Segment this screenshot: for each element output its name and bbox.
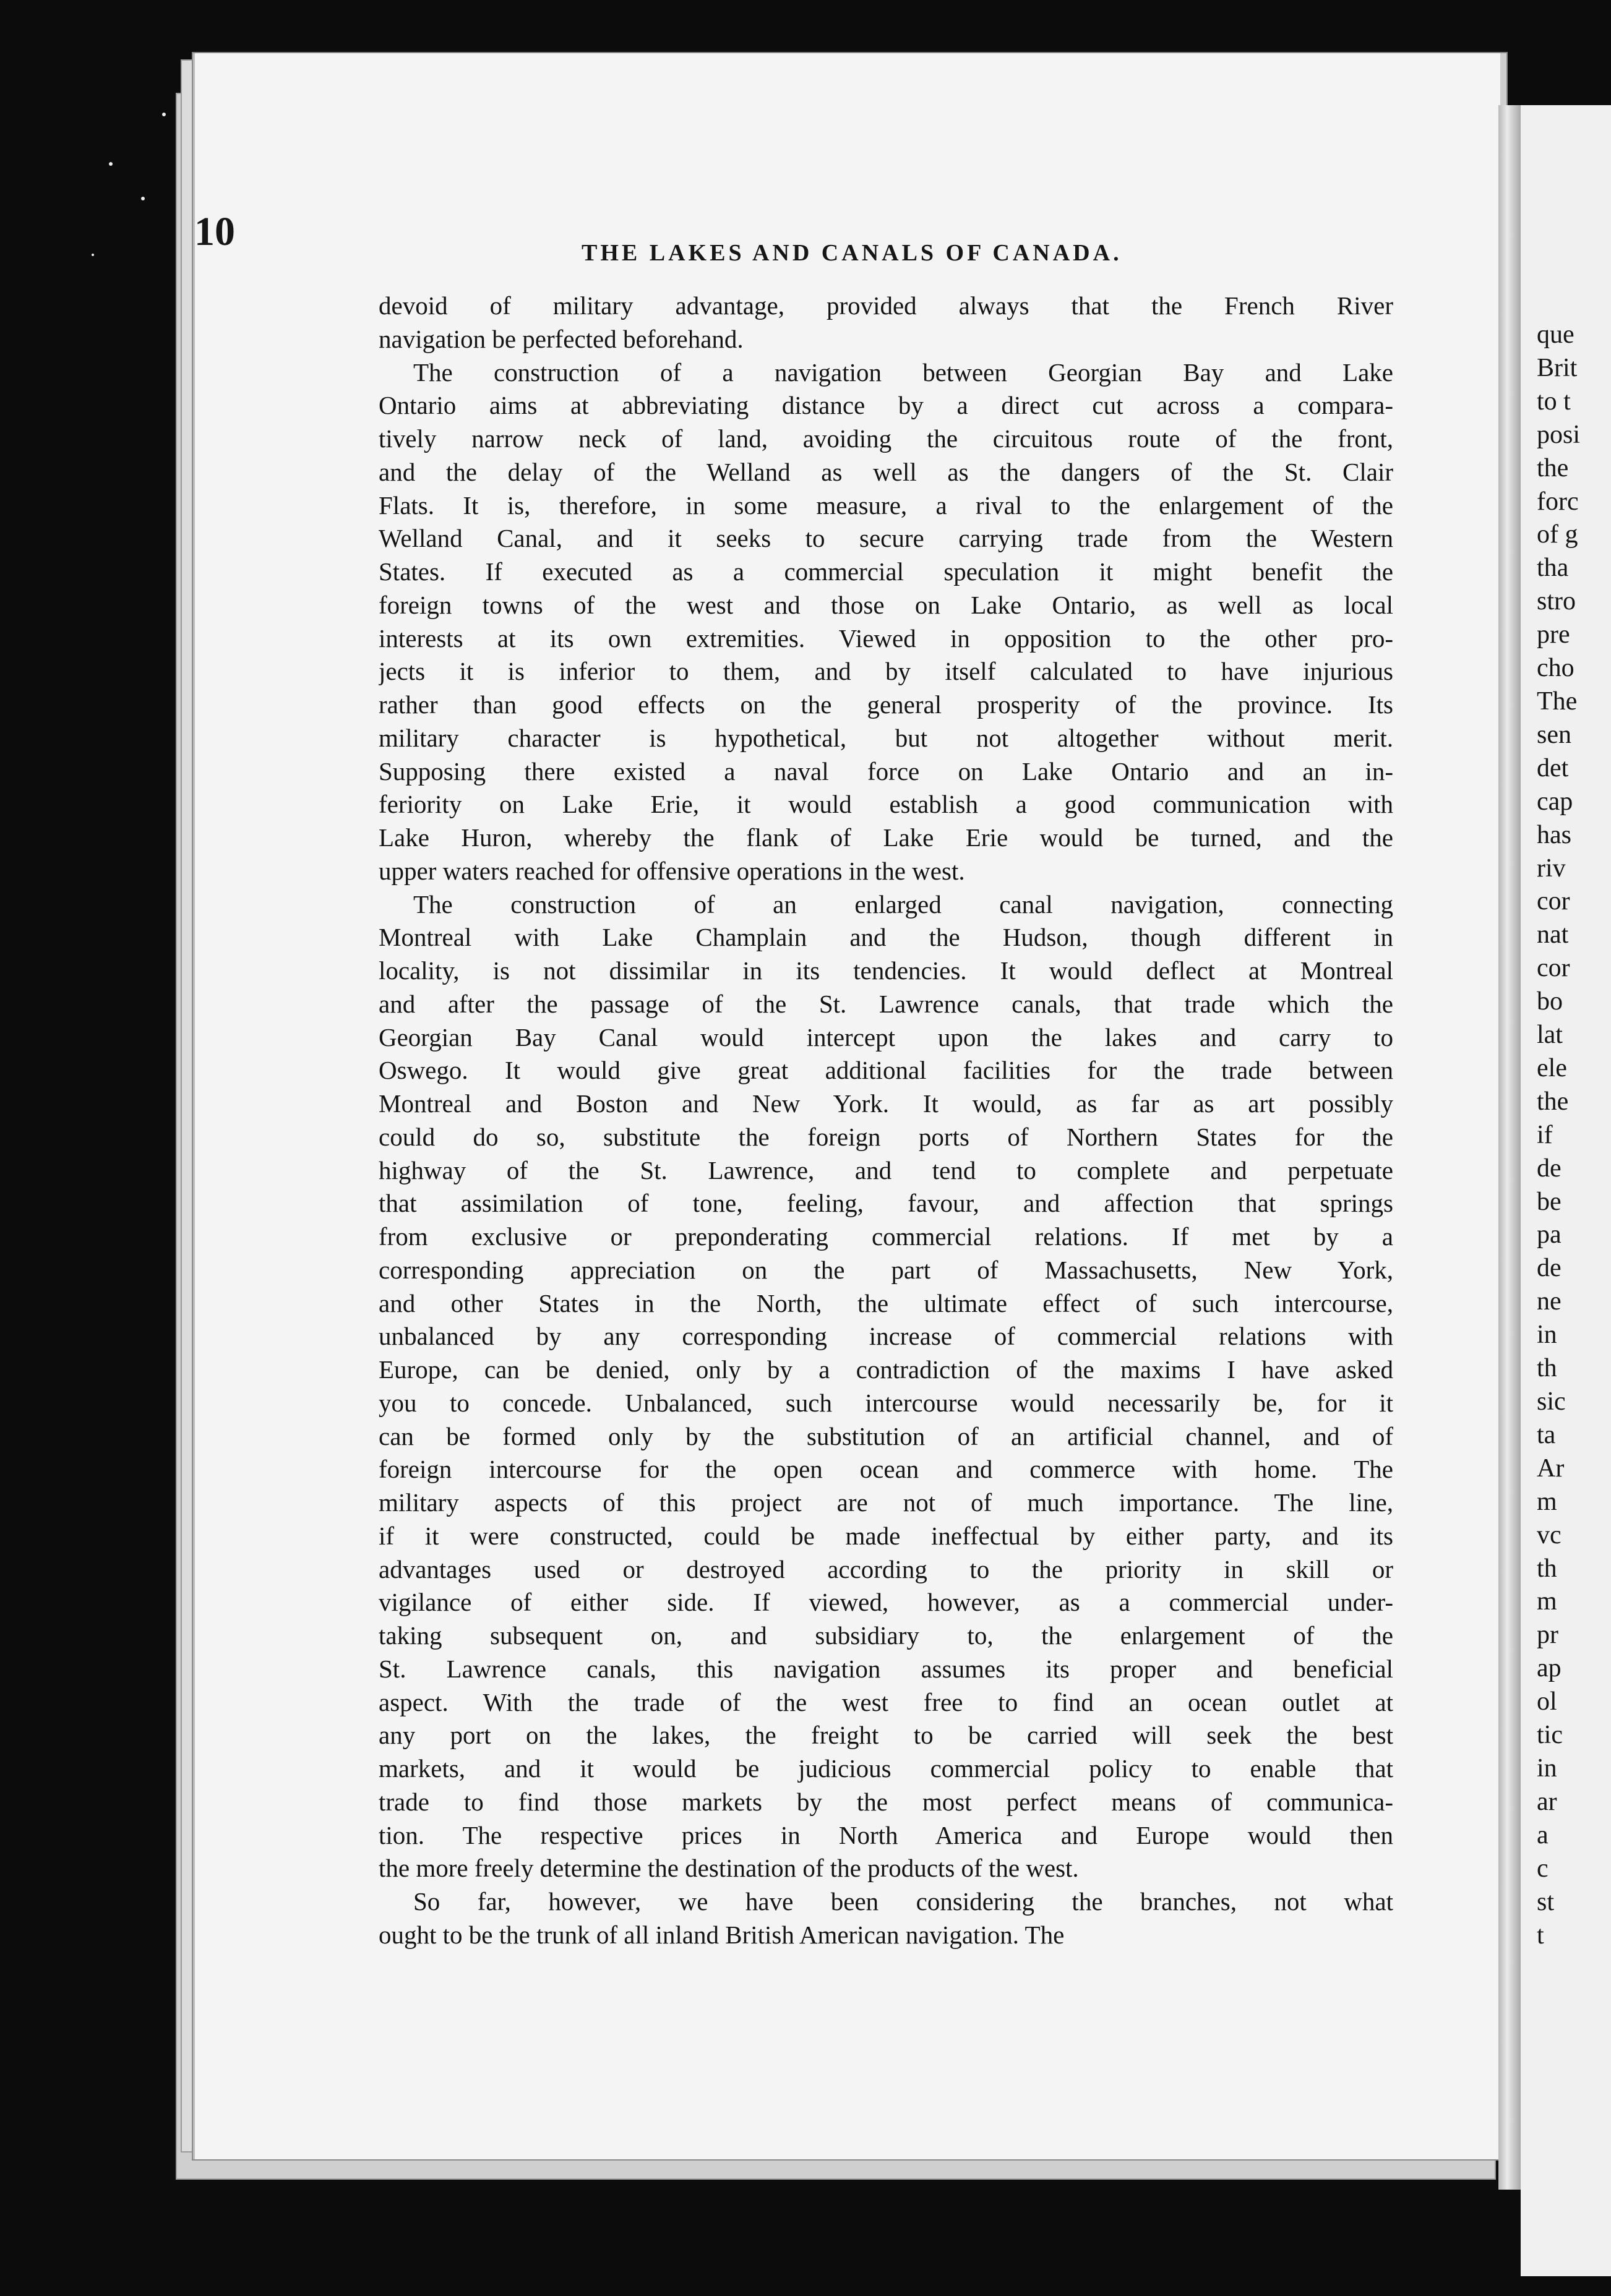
facing-page-line: pr: [1537, 1621, 1558, 1650]
facing-page-line: a: [1537, 1820, 1549, 1849]
text-line: So far, however, we have been considering the branches, not what: [413, 1887, 1393, 1916]
facing-page-line: The: [1537, 687, 1578, 716]
facing-page-line: in: [1537, 1321, 1557, 1350]
body-text: [379, 289, 1393, 1952]
text-line: trade to find those markets by the most perfect means of communica-: [379, 1787, 1393, 1816]
text-line: could do so, substitute the foreign ports of Northern States for the: [379, 1122, 1393, 1151]
facing-page-line: det: [1537, 753, 1569, 782]
facing-page-line: to t: [1537, 387, 1571, 416]
text-line: interests at its own extremities. Viewed in opposition to the other pro-: [379, 623, 1393, 653]
text-line: Welland Canal, and it seeks to secure carrying trade from the Western: [379, 524, 1393, 553]
text-line: States. If executed as a commercial speculation it might benefit the: [379, 557, 1393, 586]
text-line: Lake Huron, whereby the flank of Lake Erie would be turned, and the: [379, 823, 1393, 852]
facing-page-line: Brit: [1537, 353, 1578, 382]
facing-page-line: of g: [1537, 520, 1578, 549]
text-line: from exclusive or preponderating commercial relations. If met by a: [379, 1222, 1393, 1251]
text-line: Flats. It is, therefore, in some measure, a rival to the enlargement of the: [379, 490, 1393, 520]
facing-page-line: forc: [1537, 487, 1579, 516]
running-title: THE LAKES AND CANALS OF CANADA.: [582, 240, 1122, 266]
text-line: Montreal with Lake Champlain and the Hudson, though different in: [379, 923, 1393, 952]
facing-page-line: in: [1537, 1754, 1557, 1783]
text-line: and other States in the North, the ultimate effect of such intercourse,: [379, 1288, 1393, 1317]
text-line: upper waters reached for offensive operations in the west.: [379, 856, 965, 885]
facing-page-line: c: [1537, 1854, 1549, 1883]
text-line: Supposing there existed a naval force on Lake Ontario and an in-: [379, 756, 1393, 786]
text-line: markets, and it would be judicious commercial policy to enable that: [379, 1754, 1393, 1783]
facing-page-line: m: [1537, 1487, 1557, 1516]
text-line: feriority on Lake Erie, it would establish a good communication with: [379, 790, 1393, 819]
scan-speck: [109, 162, 113, 166]
text-line: and after the passage of the St. Lawrence canals, that trade which the: [379, 989, 1393, 1018]
text-line: foreign intercourse for the open ocean and commerce with home. The: [379, 1455, 1393, 1484]
text-line: The construction of an enlarged canal navigation, connecting: [413, 889, 1393, 919]
text-line: The construction of a navigation between Georgian Bay and Lake: [413, 358, 1393, 387]
text-line: navigation be perfected beforehand.: [379, 324, 744, 353]
facing-page-line: sic: [1537, 1387, 1566, 1416]
facing-page-line: ap: [1537, 1654, 1562, 1683]
facing-page-line: ar: [1537, 1787, 1557, 1816]
facing-page-line: th: [1537, 1354, 1557, 1383]
facing-page-line: cor: [1537, 954, 1570, 983]
facing-page-line: ele: [1537, 1053, 1567, 1082]
text-line: Europe, can be denied, only by a contradiction of the maxims I have asked: [379, 1355, 1393, 1384]
text-line: devoid of military advantage, provided always that the French River: [379, 291, 1393, 320]
facing-page-line: st: [1537, 1887, 1555, 1916]
text-line: any port on the lakes, the freight to be carried will seek the best: [379, 1721, 1393, 1750]
text-line: ought to be the trunk of all inland British American navigation. The: [379, 1920, 1065, 1949]
text-line: corresponding appreciation on the part of Massachusetts, New York,: [379, 1255, 1393, 1284]
text-line: vigilance of either side. If viewed, however, as a commercial under-: [379, 1588, 1393, 1617]
facing-page-line: riv: [1537, 854, 1566, 883]
facing-page-line: m: [1537, 1587, 1557, 1616]
facing-page-line: pa: [1537, 1220, 1562, 1249]
facing-page-line: has: [1537, 820, 1571, 849]
text-line: advantages used or destroyed according to the priority in skill or: [379, 1554, 1393, 1583]
text-line: can be formed only by the substitution of an artificial channel, and of: [379, 1421, 1393, 1450]
text-line: highway of the St. Lawrence, and tend to complete and perpetuate: [379, 1155, 1393, 1184]
text-line: jects it is inferior to them, and by itself calculated to have injurious: [379, 657, 1393, 686]
text-line: Ontario aims at abbreviating distance by a direct cut across a compara-: [379, 391, 1393, 420]
facing-page-line: Ar: [1537, 1454, 1565, 1483]
facing-page-line: nat: [1537, 920, 1569, 949]
text-line: military character is hypothetical, but not altogether without merit.: [379, 723, 1393, 752]
text-line: taking subsequent on, and subsidiary to, the enlargement of the: [379, 1621, 1393, 1650]
facing-page-line: pre: [1537, 620, 1570, 649]
facing-page-line: ta: [1537, 1420, 1556, 1449]
facing-page-line: tha: [1537, 554, 1569, 583]
text-line: that assimilation of tone, feeling, favour, and affection that springs: [379, 1189, 1393, 1218]
text-line: tion. The respective prices in North America and Europe would then: [379, 1820, 1393, 1849]
text-line: you to concede. Unbalanced, such intercourse would necessarily be, for it: [379, 1388, 1393, 1417]
facing-page-line: t: [1537, 1921, 1544, 1950]
facing-page-line: stro: [1537, 587, 1576, 616]
facing-page-line: cho: [1537, 654, 1574, 683]
text-line: tively narrow neck of land, avoiding the circuitous route of the front,: [379, 424, 1393, 453]
text-line: Oswego. It would give great additional facilities for the trade between: [379, 1056, 1393, 1085]
facing-page-line: bo: [1537, 987, 1563, 1016]
facing-page-fragment: [1521, 105, 1611, 2276]
facing-page-line: cap: [1537, 787, 1573, 816]
page-number: 10: [194, 209, 235, 254]
text-line: foreign towns of the west and those on Lake Ontario, as well as local: [379, 590, 1393, 619]
facing-page-line: que: [1537, 320, 1574, 349]
scan-speck: [92, 254, 94, 256]
text-line: Georgian Bay Canal would intercept upon the lakes and carry to: [379, 1022, 1393, 1052]
facing-page-line: de: [1537, 1154, 1562, 1183]
text-line: locality, is not dissimilar in its tendencies. It would deflect at Montreal: [379, 956, 1393, 985]
facing-page-line: lat: [1537, 1021, 1563, 1050]
text-line: unbalanced by any corresponding increase of commercial relations with: [379, 1322, 1393, 1351]
text-line: and the delay of the Welland as well as the dangers of the St. Clair: [379, 457, 1393, 486]
facing-page-line: de: [1537, 1254, 1562, 1283]
facing-page-line: ol: [1537, 1687, 1557, 1716]
facing-page-line: sen: [1537, 720, 1571, 749]
scan-speck: [162, 113, 166, 116]
text-line: aspect. With the trade of the west free to find an ocean outlet at: [379, 1687, 1393, 1716]
facing-page-line: be: [1537, 1187, 1562, 1216]
text-line: rather than good effects on the general prosperity of the province. Its: [379, 690, 1393, 719]
facing-page-line: posi: [1537, 420, 1581, 449]
text-line: St. Lawrence canals, this navigation assumes its proper and beneficial: [379, 1654, 1393, 1683]
facing-page-line: cor: [1537, 887, 1570, 916]
scan-speck: [141, 197, 145, 200]
book-gutter: [1498, 105, 1521, 2190]
facing-page-line: th: [1537, 1554, 1557, 1583]
facing-page-line: vc: [1537, 1520, 1562, 1549]
text-line: Montreal and Boston and New York. It would, as far as art possibly: [379, 1089, 1393, 1118]
facing-page-line: the: [1537, 1087, 1569, 1116]
facing-page-line: tic: [1537, 1721, 1563, 1750]
facing-page-text: [1537, 319, 1611, 1952]
facing-page-line: if: [1537, 1120, 1553, 1149]
text-line: military aspects of this project are not of much importance. The line,: [379, 1488, 1393, 1517]
text-line: if it were constructed, could be made ineffectual by either party, and its: [379, 1521, 1393, 1550]
facing-page-line: the: [1537, 453, 1569, 482]
text-line: the more freely determine the destination of the products of the west.: [379, 1854, 1079, 1883]
facing-page-line: ne: [1537, 1287, 1562, 1316]
